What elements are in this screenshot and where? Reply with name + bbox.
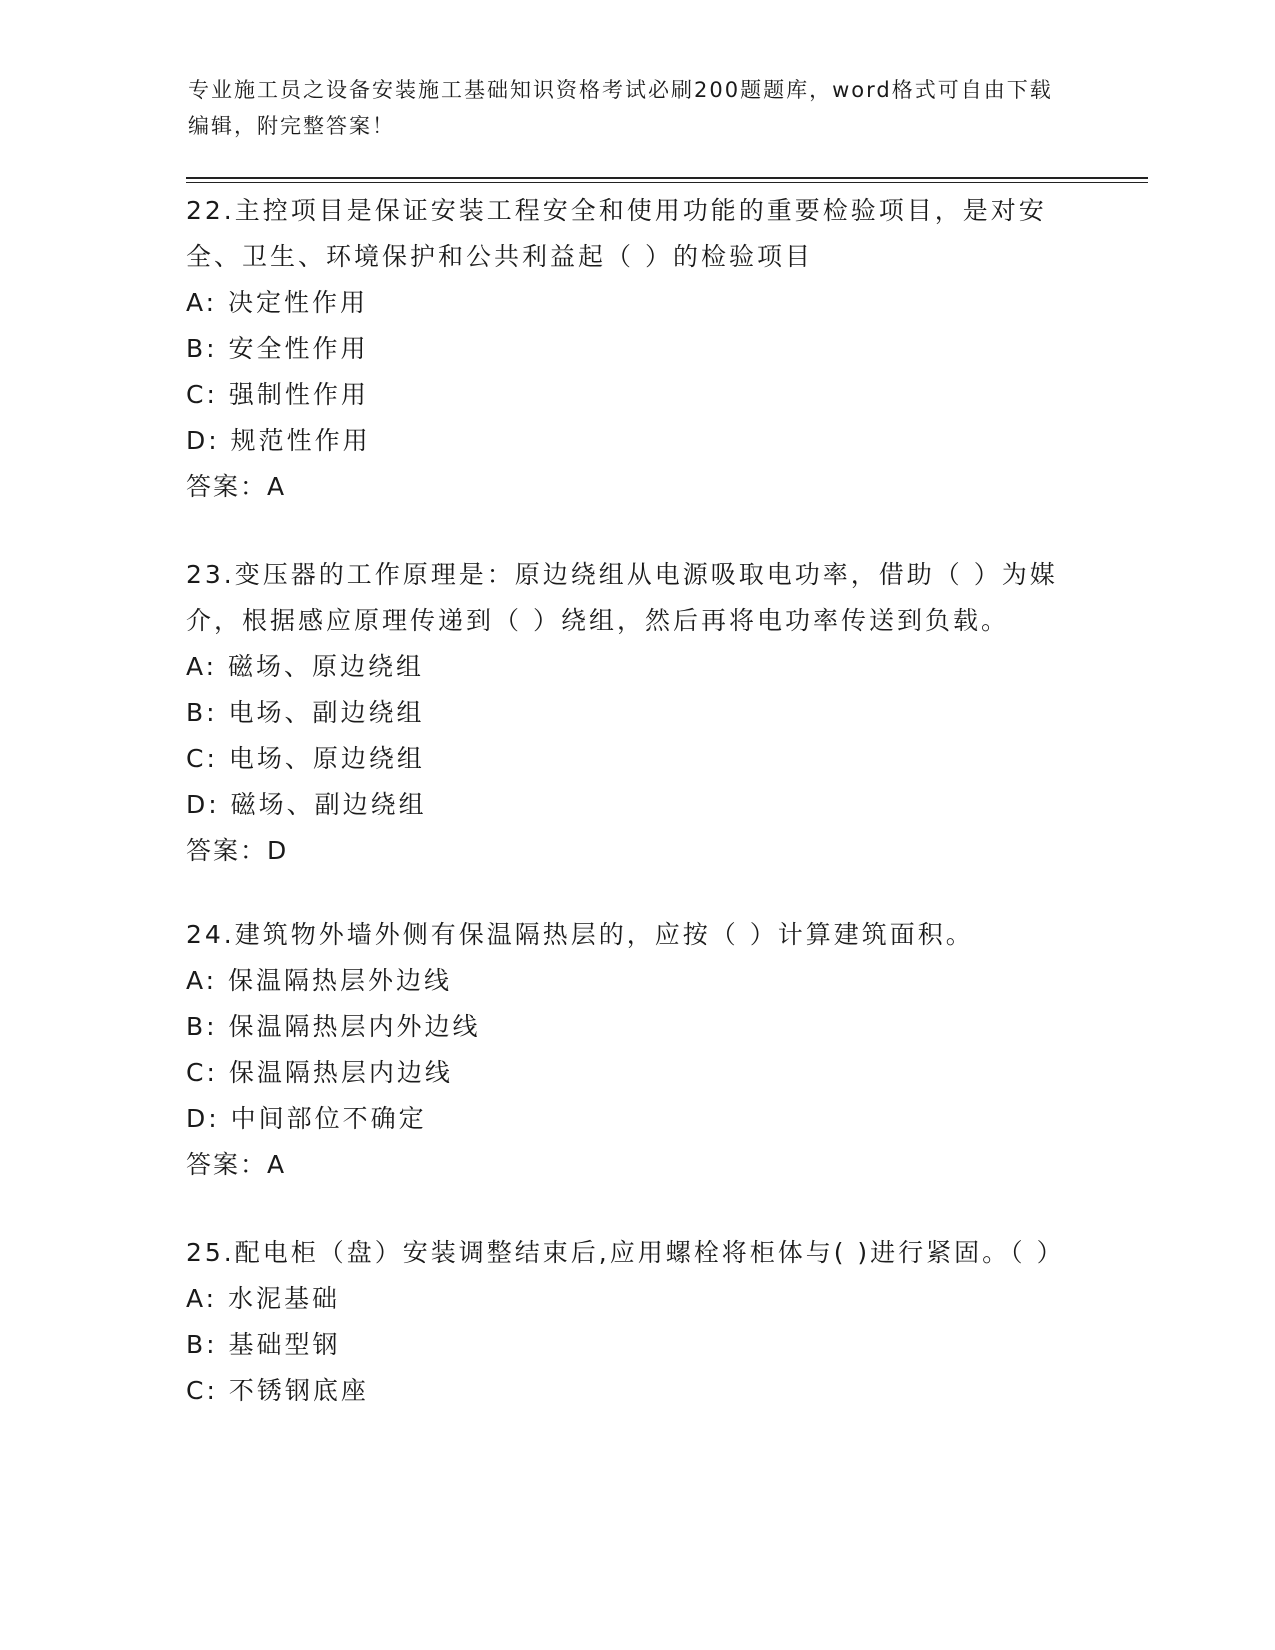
option-c: C: 电场、原边绕组 bbox=[186, 744, 425, 773]
option-c: C: 强制性作用 bbox=[186, 380, 369, 409]
option-c: C: 不锈钢底座 bbox=[186, 1376, 369, 1405]
option-b: B: 电场、副边绕组 bbox=[186, 698, 425, 727]
answer: 答案：A bbox=[186, 472, 287, 501]
answer: 答案：D bbox=[186, 836, 289, 865]
question-22 bbox=[186, 188, 1086, 510]
document-header-note: 专业施工员之设备安装施工基础知识资格考试必刷200题题库，word格式可自由下载编辑，附完整答案！ bbox=[188, 78, 1053, 138]
option-a: A: 水泥基础 bbox=[186, 1284, 341, 1313]
option-b: B: 安全性作用 bbox=[186, 334, 369, 363]
question-23 bbox=[186, 552, 1086, 874]
header-divider-thick bbox=[186, 177, 1148, 179]
option-a: A: 保温隔热层外边线 bbox=[186, 966, 453, 995]
option-a: A: 磁场、原边绕组 bbox=[186, 652, 425, 681]
option-a: A: 决定性作用 bbox=[186, 288, 369, 317]
answer: 答案：A bbox=[186, 1150, 287, 1179]
question-stem: 22.主控项目是保证安装工程安全和使用功能的重要检验项目，是对安全、卫生、环境保护和公共利益起（ ）的检验项目 bbox=[186, 196, 1047, 271]
question-stem: 24.建筑物外墙外侧有保温隔热层的，应按（ ）计算建筑面积。 bbox=[186, 920, 974, 949]
question-24 bbox=[186, 912, 1086, 1188]
question-stem: 25.配电柜（盘）安装调整结束后,应用螺栓将柜体与( )进行紧固。（ ） bbox=[186, 1238, 1065, 1267]
header-divider-thin bbox=[186, 182, 1148, 183]
option-d: D: 磁场、副边绕组 bbox=[186, 790, 427, 819]
question-stem: 23.变压器的工作原理是：原边绕组从电源吸取电功率，借助（ ）为媒介，根据感应原理传递到（ ）绕组，然后再将电功率传送到负载。 bbox=[186, 560, 1058, 635]
option-b: B: 基础型钢 bbox=[186, 1330, 341, 1359]
option-c: C: 保温隔热层内边线 bbox=[186, 1058, 453, 1087]
option-d: D: 规范性作用 bbox=[186, 426, 371, 455]
option-d: D: 中间部位不确定 bbox=[186, 1104, 427, 1133]
option-b: B: 保温隔热层内外边线 bbox=[186, 1012, 481, 1041]
question-25 bbox=[186, 1230, 1086, 1414]
